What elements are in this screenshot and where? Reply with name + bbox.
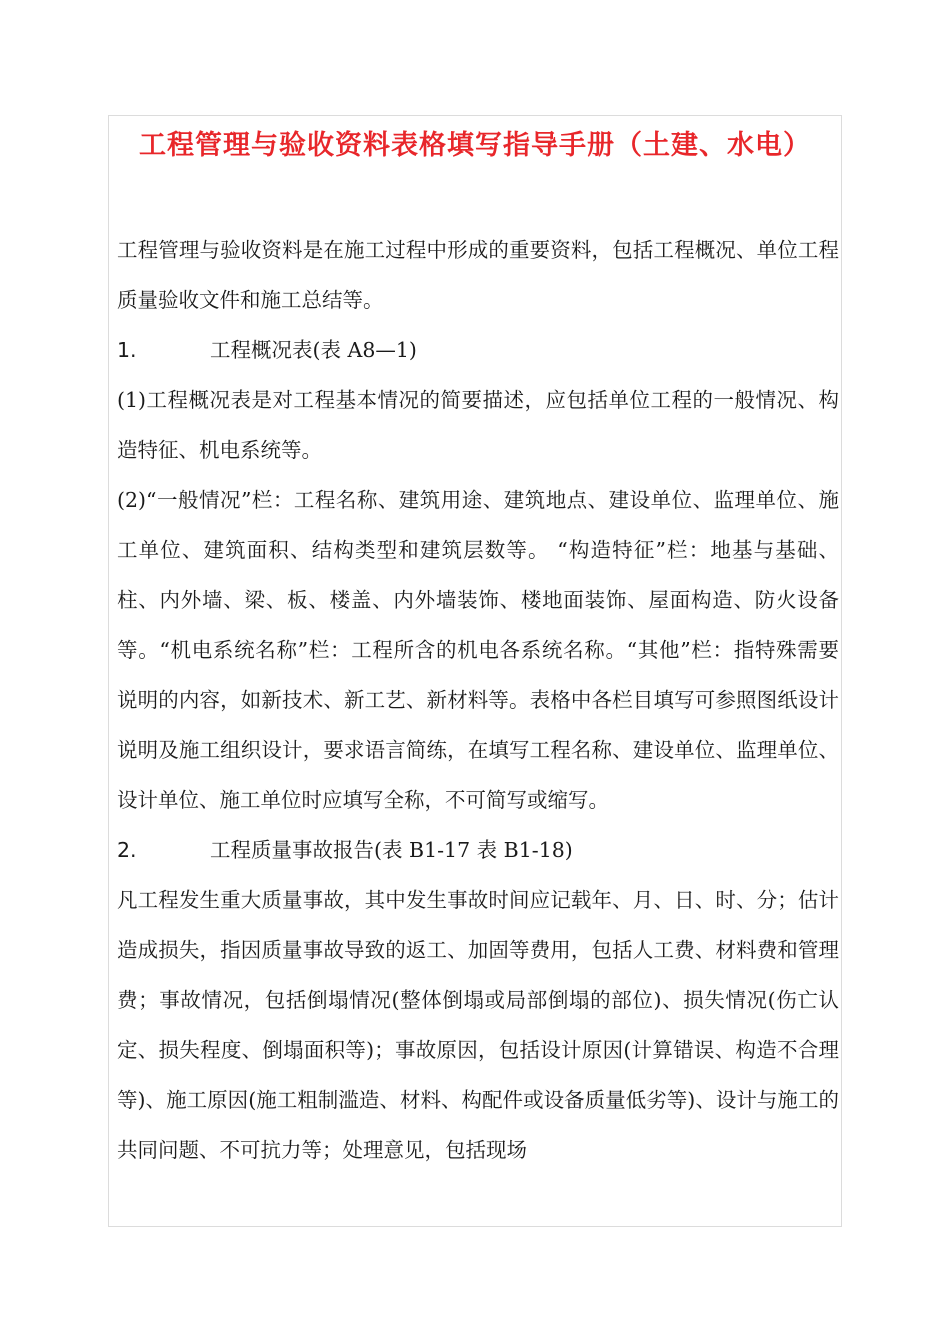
intro-paragraph: 工程管理与验收资料是在施工过程中形成的重要资料，包括工程概况、单位工程质量验收文件和施工总结等。 <box>117 238 839 312</box>
section-number-1: 1. <box>117 338 137 362</box>
document-body <box>117 225 839 1175</box>
section-1-paragraph-1: (1)工程概况表是对工程基本情况的简要描述，应包括单位工程的一般情况、构造特征、机电系统等。 <box>117 388 839 462</box>
section-1-paragraph-2: (2)“一般情况”栏：工程名称、建筑用途、建筑地点、建设单位、监理单位、施工单位、建筑面积、结构类型和建筑层数等。 “构造特征”栏：地基与基础、柱、内外墙、梁、板、楼盖、内外墙装饰、楼地面装饰、屋面构造、防火设备等。“机电系统名称”栏：工程所含的机电各系统名称。“其他”栏：指特殊需要 说明的内容，如新技术、新工艺、新材料等。表格中各栏目填写可参照图纸设计说明及施工组织设计，要求语言简练，在填写工程名称、建设单位、监理单位、设计单位、施工单位时应填写全称，不可简写或缩写。 <box>117 488 839 812</box>
section-title-1: 工程概况表(表 A8—1) <box>210 338 417 362</box>
section-2-paragraph-1: 凡工程发生重大质量事故，其中发生事故时间应记载年、月、日、时、分；估计造成损失，指因质量事故导致的返工、加固等费用，包括人工费、材料费和管理费；事故情况，包括倒塌情况(整体倒塌或局部倒塌的部位)、损失情况(伤亡认定、损失程度、倒塌面积等)；事故原因，包括设计原因(计算错误、构造不合理等)、施工原因(施工粗制滥造、材料、构配件或设备质量低劣等)、设计与施工的共同问题、不可抗力等；处理意见，包括现场 <box>117 888 839 1162</box>
section-heading-2 <box>117 825 839 875</box>
section-number-2: 2. <box>117 838 137 862</box>
section-title-2: 工程质量事故报告(表 B1-17 表 B1-18) <box>210 838 573 862</box>
section-heading-1 <box>117 325 839 375</box>
document-title: 工程管理与验收资料表格填写指导手册（土建、水电） <box>139 130 811 161</box>
